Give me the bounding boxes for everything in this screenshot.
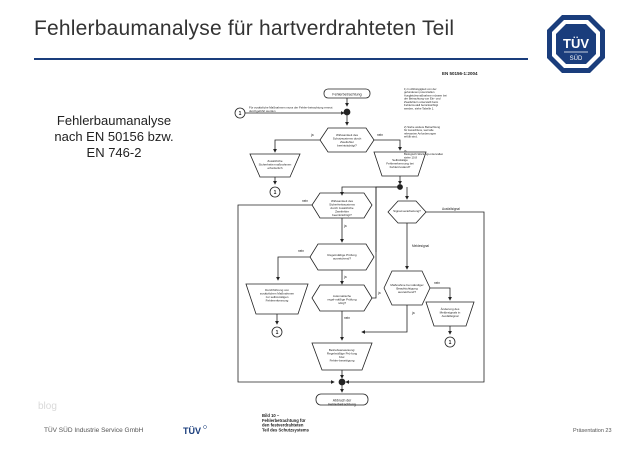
d6-no-label: nein xyxy=(434,281,441,285)
footer-company: TÜV SÜD Industrie Service GmbH xyxy=(44,427,144,434)
slide-title: Fehlerbaumanalyse für hartverdrahteten Teil xyxy=(34,17,455,40)
box-additional-label: Zusätzliche Sicherheits-maßnahmen erforderlich xyxy=(258,159,292,170)
connector-label: 1 xyxy=(275,330,279,336)
d5-no-label: nein xyxy=(344,316,351,320)
logo-subtext: SÜD xyxy=(569,56,583,62)
d4-no-label: nein xyxy=(298,249,305,253)
d3-down-label: Meldesignal xyxy=(412,244,430,248)
d3-right-label: Ausfallsignal xyxy=(442,207,460,211)
d4-yes-label: ja xyxy=(344,275,347,279)
watermark: blog xyxy=(38,401,57,412)
note-2: 2) Siehe weitere Betrachtung für Ausschluss, weil alle relevanten Anforderungen erfüllt sind. xyxy=(404,125,441,139)
junction xyxy=(344,109,350,115)
decision-2-label: Wirksamkeit des Sicherheitssystems durch zusätzliche Zweifehler beeinträchtigt? xyxy=(329,199,355,217)
box-operate-label: Betriebsanweisung: Regelmäßige Prü-fung bzw. Fehler-beseitigung xyxy=(326,348,358,363)
diagram-caption: Bild 10 – Fehlerbetrachtung für den festverdrahteten Teil des Schutzsystems xyxy=(262,413,309,433)
decision-3-label: Signal-verarbeitung? xyxy=(393,209,421,213)
note-3: 3) Biologisch-Wartungs-intervallen siehe 10.8 xyxy=(404,149,444,160)
footer-tuv-logo xyxy=(182,424,208,436)
end-label: Abbruch der Fehlerbetrachtung xyxy=(328,398,356,407)
connector-label: 1 xyxy=(273,190,277,196)
d1-yes-label: ja xyxy=(311,133,314,137)
decision-6-label: Maßnahme bei ständiger Beaufsichtigung ausreichend? xyxy=(390,283,424,294)
junction xyxy=(339,379,345,385)
logo-text: TÜV xyxy=(563,36,589,51)
subtitle-line: nach EN 50156 bzw. xyxy=(54,129,174,144)
subtitle-line: EN 746-2 xyxy=(86,145,142,160)
connector-label: 1 xyxy=(448,340,452,346)
d6-yes-label: ja xyxy=(412,311,415,315)
box-change-label: Änderung des Meldesignals in Ausfallsignal xyxy=(439,307,461,318)
footer-page: Präsentation 23 xyxy=(573,428,612,434)
d5-yes-label: ja xyxy=(378,291,381,295)
title-divider xyxy=(34,58,528,60)
standard-label: EN 50156-1:2004 xyxy=(442,71,478,76)
footer-logo-text: TÜV xyxy=(183,426,201,436)
start-label: Fehlerbetrachtung xyxy=(332,92,362,97)
decision-4-label: Regelmäßige Prüfung ausreichend? xyxy=(327,253,357,261)
fault-tree-diagram xyxy=(228,62,490,433)
d2-no-label: nein xyxy=(302,199,309,203)
decision-1-label: Wirksamkeit des Schutzsystems durch Zweifehler beeinträchtigt? xyxy=(332,133,362,148)
note-1: 1) In Abhängigkeit von der gefundenen potenziellen Ausgleichsmaßnahme müssen bei der Betrachtung von Ein- und Zweifehlern unterstellt beim Fehlermodell berücksichtigt werden, siehe Tabelle 1. xyxy=(404,87,447,111)
decision-5-label: Automatische regel-mäßige Prüfung nötig? xyxy=(327,294,357,305)
slide-subtitle xyxy=(34,113,194,161)
d2-yes-label: ja xyxy=(344,224,347,228)
box-selftest-label: Selbsttätige Fehlererkennung bei Fehlerzustand? xyxy=(386,158,414,169)
d1-no-label: nein xyxy=(377,133,384,137)
subtitle-line: Fehlerbaumanalyse xyxy=(56,113,172,128)
connector-note: Für zusätzliche Maßnahmen muss der Fehler-betrachtung erneut durchgeführt werden xyxy=(249,105,333,113)
box-test-label: Durchführung von zusätzlichen Maßnahmen zur selbst-tätigen Fehlererkennung xyxy=(259,288,295,303)
tuv-sud-logo xyxy=(544,12,608,76)
connector-label: 1 xyxy=(238,111,242,117)
